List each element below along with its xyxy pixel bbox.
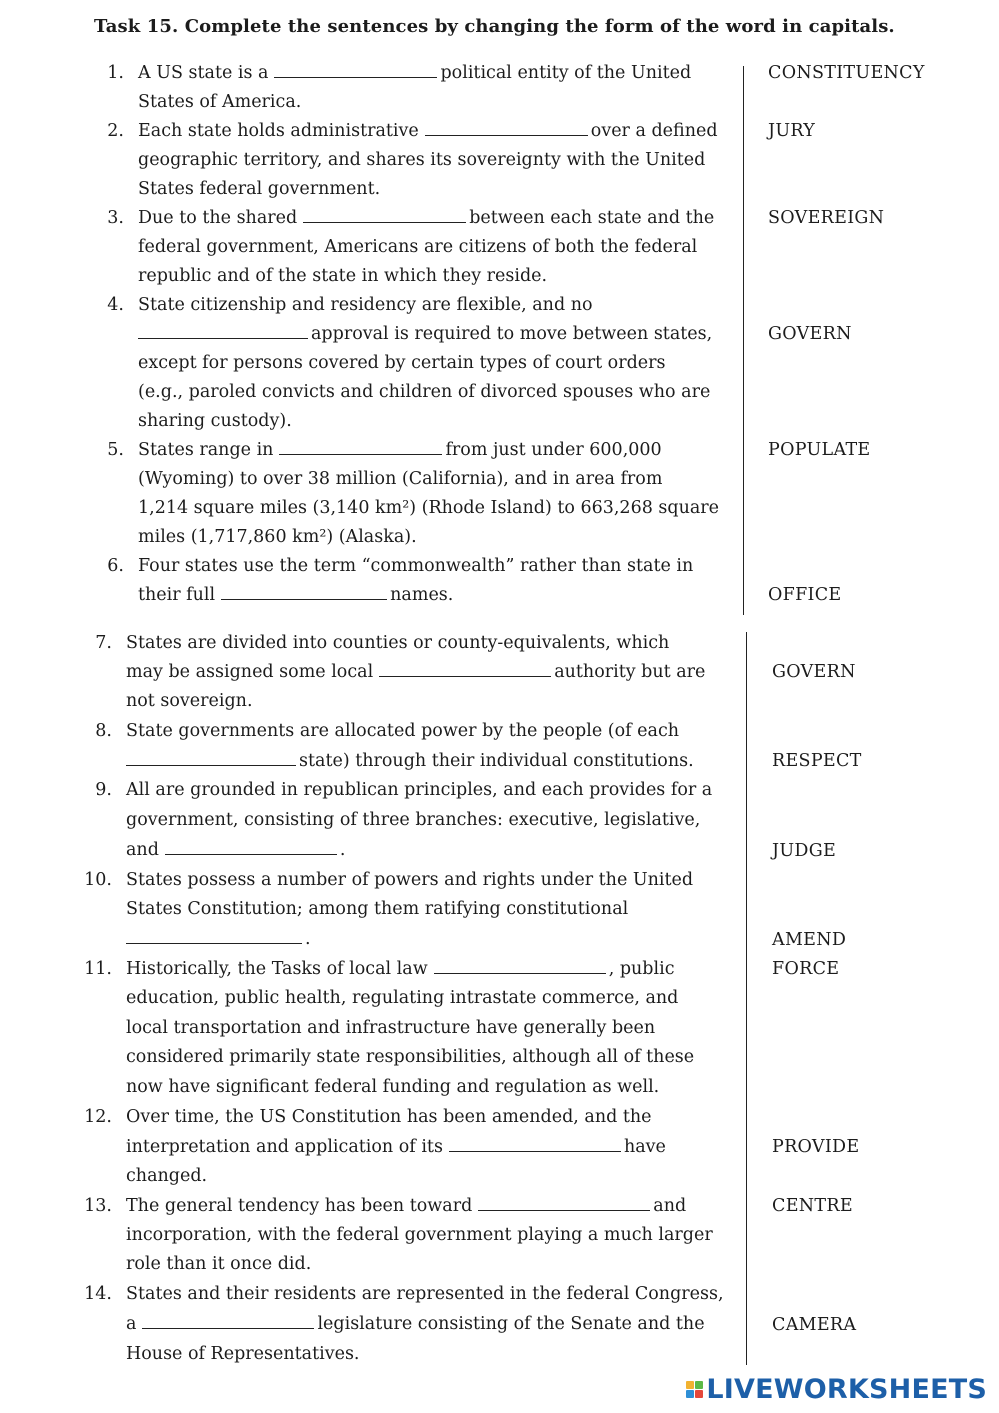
sentence-line: may be assigned some local authority but are: [126, 662, 706, 682]
sentence-line: State citizenship and residency are flexible, and no: [138, 295, 593, 315]
answer-blank[interactable]: [274, 63, 437, 78]
item-number: 3.: [107, 208, 124, 228]
answer-blank[interactable]: [142, 1314, 314, 1329]
keyword-label: AMEND: [772, 930, 847, 950]
keyword-label: GOVERN: [772, 662, 856, 682]
keyword-label: RESPECT: [772, 751, 862, 771]
sentence-line: state) through their individual constitutions.: [126, 747, 694, 776]
sentence-line: incorporation, with the federal government playing a much larger: [126, 1225, 713, 1245]
keyword-label: CENTRE: [772, 1196, 853, 1216]
sentence-line: interpretation and application of its have: [126, 1137, 666, 1157]
keyword-label: JURY: [768, 121, 816, 141]
sentence-line: except for persons covered by certain types of court orders: [138, 353, 666, 373]
sentence-line: education, public health, regulating intrastate commerce, and: [126, 988, 679, 1008]
answer-blank[interactable]: [449, 1137, 621, 1152]
item-number: 10.: [84, 870, 112, 890]
sentence-line: States Constitution; among them ratifying constitutional: [126, 899, 629, 919]
liveworksheets-logo-icon: [686, 1381, 703, 1398]
sentence-line: A US state is a political entity of the United: [138, 63, 692, 83]
sentence-line: House of Representatives.: [126, 1344, 360, 1364]
sentence-line: now have significant federal funding and regulation as well.: [126, 1077, 660, 1097]
keyword-label: CAMERA: [772, 1315, 857, 1335]
sentence-line: All are grounded in republican principles, and each provides for a: [126, 780, 713, 800]
sentence-line: and .: [126, 840, 346, 860]
item-number: 5.: [107, 440, 124, 460]
sentence-line: republic and of the state in which they reside.: [138, 266, 548, 286]
item-number: 6.: [107, 556, 124, 576]
sentence-line: their full names.: [138, 585, 454, 605]
sentence-line: (e.g., paroled convicts and children of divorced spouses who are: [138, 382, 711, 402]
liveworksheets-brand: [686, 1374, 987, 1405]
divider-line: [746, 632, 747, 1365]
item-number: 13.: [84, 1196, 112, 1216]
item-number: 1.: [107, 63, 124, 83]
sentence-line: Four states use the term “commonwealth” rather than state in: [138, 556, 694, 576]
sentence-line: local transportation and infrastructure have generally been: [126, 1018, 656, 1038]
sentence-line: Historically, the Tasks of local law , public: [126, 959, 675, 979]
sentence-line: (Wyoming) to over 38 million (California), and in area from: [138, 469, 663, 489]
sentence-line: .: [126, 925, 311, 954]
answer-blank[interactable]: [138, 324, 308, 339]
sentence-line: Each state holds administrative over a defined: [138, 121, 718, 141]
sentence-line: federal government, Americans are citizens of both the federal: [138, 237, 698, 257]
sentence-line: government, consisting of three branches: executive, legislative,: [126, 810, 701, 830]
sentence-line: 1,214 square miles (3,140 km²) (Rhode Island) to 663,268 square: [138, 498, 720, 518]
item-number: 4.: [107, 295, 124, 315]
answer-blank[interactable]: [279, 440, 442, 455]
sentence-line: changed.: [126, 1166, 208, 1186]
sentence-line: considered primarily state responsibilities, although all of these: [126, 1047, 695, 1067]
keyword-label: JUDGE: [772, 841, 837, 861]
keyword-label: FORCE: [772, 959, 840, 979]
item-number: 2.: [107, 121, 124, 141]
sentence-line: a legislature consisting of the Senate and the: [126, 1314, 705, 1334]
sentence-line: geographic territory, and shares its sovereignty with the United: [138, 150, 706, 170]
answer-blank[interactable]: [478, 1196, 650, 1211]
sentence-line: States are divided into counties or county-equivalents, which: [126, 633, 670, 653]
keyword-label: OFFICE: [768, 585, 842, 605]
item-number: 9.: [95, 780, 112, 800]
keyword-label: SOVEREIGN: [768, 208, 885, 228]
item-number: 8.: [95, 721, 112, 741]
keyword-label: PROVIDE: [772, 1137, 860, 1157]
item-number: 12.: [84, 1107, 112, 1127]
divider-line: [743, 66, 744, 615]
item-number: 11.: [84, 959, 112, 979]
sentence-line: miles (1,717,860 km²) (Alaska).: [138, 527, 417, 547]
keyword-label: CONSTITUENCY: [768, 63, 925, 83]
brand-name: LIVEWORKSHEETS: [706, 1374, 987, 1405]
answer-blank[interactable]: [221, 585, 387, 600]
sentence-line: States range in from just under 600,000: [138, 440, 662, 460]
answer-blank[interactable]: [126, 929, 302, 944]
answer-blank[interactable]: [126, 751, 296, 766]
sentence-line: Due to the shared between each state and the: [138, 208, 715, 228]
sentence-line: The general tendency has been toward and: [126, 1196, 687, 1216]
sentence-line: States possess a number of powers and rights under the United: [126, 870, 694, 890]
answer-blank[interactable]: [425, 121, 588, 136]
sentence-line: States and their residents are represented in the federal Congress,: [126, 1284, 724, 1304]
sentence-line: sharing custody).: [138, 411, 292, 431]
keyword-label: GOVERN: [768, 324, 852, 344]
answer-blank[interactable]: [303, 208, 466, 223]
sentence-line: approval is required to move between states,: [138, 320, 712, 349]
sentence-line: role than it once did.: [126, 1254, 312, 1274]
item-number: 14.: [84, 1284, 112, 1304]
sentence-line: not sovereign.: [126, 691, 253, 711]
answer-blank[interactable]: [379, 662, 551, 677]
keyword-label: POPULATE: [768, 440, 871, 460]
sentence-line: Over time, the US Constitution has been amended, and the: [126, 1107, 652, 1127]
sentence-line: States of America.: [138, 92, 302, 112]
answer-blank[interactable]: [165, 840, 337, 855]
task-title: Task 15. Complete the sentences by changing the form of the word in capitals.: [94, 16, 895, 37]
sentence-line: State governments are allocated power by the people (of each: [126, 721, 680, 741]
item-number: 7.: [95, 633, 112, 653]
answer-blank[interactable]: [434, 959, 606, 974]
sentence-line: States federal government.: [138, 179, 381, 199]
